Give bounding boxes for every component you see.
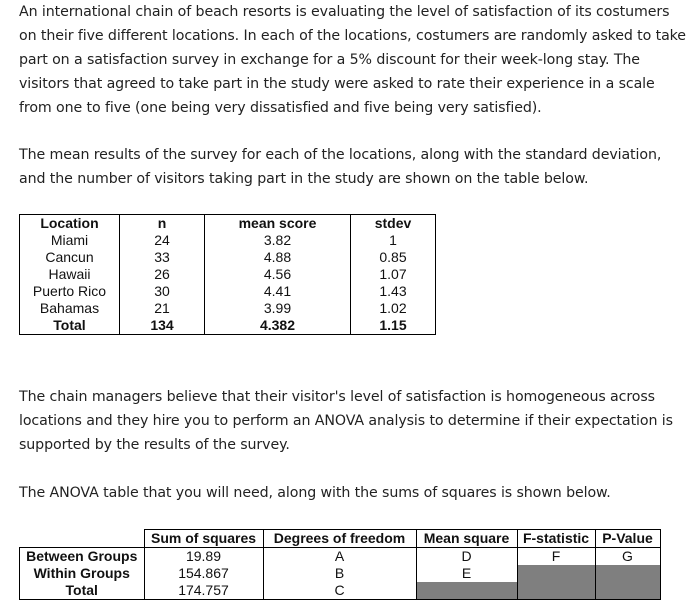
anova-table [19,529,661,600]
stdev-cell: 1.02 [351,300,436,317]
sum-of-squares-cell: 19.89 [144,548,263,566]
table-row [20,283,436,300]
intro-paragraph: An international chain of beach resorts is evaluating the level of satisfaction of its costumers on their five different locations. In each of the locations, costumers are randomly asked to take part on a satisfaction survey in exchange for a 5% discount for their week-long stay. The visitors that agreed to take part in the study were asked to rate their experience in a scale from one to five (one being very dissatisfied and five being very satisfied). [19,4,686,116]
table-row [20,232,436,249]
mean-cell: 4.382 [205,317,351,335]
header-mean-score: mean score [205,215,351,233]
mean-square-cell: E [416,565,517,582]
header-stdev: stdev [351,215,436,233]
mean-cell: 4.88 [205,249,351,266]
total-row [20,317,436,335]
stdev-cell: 1.07 [351,266,436,283]
df-cell: A [263,548,416,566]
row-label: Within Groups [20,565,145,582]
df-cell: C [263,582,416,600]
n-cell: 21 [120,300,205,317]
anova-corner-cell [20,530,145,548]
p-value-cell: G [595,548,660,566]
n-cell: 24 [120,232,205,249]
n-cell: 134 [120,317,205,335]
header-n: n [120,215,205,233]
header-mean-square: Mean square [416,530,517,548]
row-label: Between Groups [20,548,145,566]
table-row [20,582,661,600]
n-cell: 26 [120,266,205,283]
n-cell: 33 [120,249,205,266]
mean-cell: 3.82 [205,232,351,249]
header-sum-of-squares: Sum of squares [144,530,263,548]
mean-cell: 4.56 [205,266,351,283]
header-location: Location [20,215,120,233]
table-row [20,565,661,582]
shaded-cell [517,582,595,600]
mean-cell: 3.99 [205,300,351,317]
shaded-cell [416,582,517,600]
anova-header-row [20,530,661,548]
shaded-cell [595,565,660,582]
table-intro-paragraph: The mean results of the survey for each of the locations, along with the standard deviation, and the number of visitors taking part in the study are shown on the table below. [19,147,662,187]
location-cell: Hawaii [20,266,120,283]
row-label: Total [20,582,145,600]
f-statistic-cell: F [517,548,595,566]
stdev-cell: 1 [351,232,436,249]
table-row [20,266,436,283]
location-cell: Bahamas [20,300,120,317]
sum-of-squares-cell: 154.867 [144,565,263,582]
df-cell: B [263,565,416,582]
table-row [20,548,661,566]
sum-of-squares-cell: 174.757 [144,582,263,600]
header-p-value: P-Value [595,530,660,548]
table-row [20,300,436,317]
mean-cell: 4.41 [205,283,351,300]
header-degrees-of-freedom: Degrees of freedom [263,530,416,548]
shaded-cell [517,565,595,582]
table-row [20,249,436,266]
survey-header-row [20,215,436,233]
survey-results-table [19,214,436,335]
header-f-statistic: F-statistic [517,530,595,548]
anova-intro-paragraph: The chain managers believe that their visitor's level of satisfaction is homogeneous across locations and they hire you to perform an ANOVA analysis to determine if their expectation is supported by the results of the survey. [19,389,673,453]
stdev-cell: 1.15 [351,317,436,335]
location-cell: Puerto Rico [20,283,120,300]
n-cell: 30 [120,283,205,300]
shaded-cell [595,582,660,600]
mean-square-cell: D [416,548,517,566]
stdev-cell: 1.43 [351,283,436,300]
location-cell: Cancun [20,249,120,266]
location-cell: Miami [20,232,120,249]
stdev-cell: 0.85 [351,249,436,266]
location-cell: Total [20,317,120,335]
anova-table-intro-paragraph: The ANOVA table that you will need, along with the sums of squares is shown below. [19,485,611,501]
